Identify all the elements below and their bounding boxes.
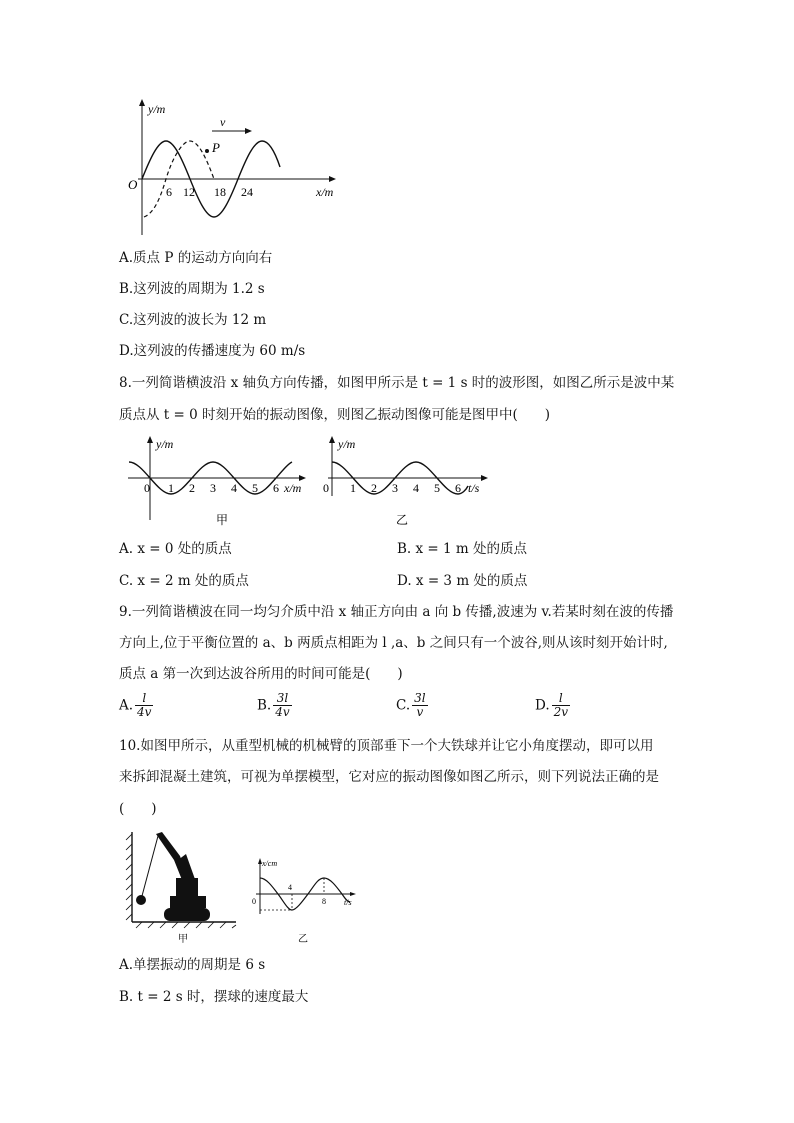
tick-4: 4	[288, 883, 292, 892]
pendulum-rope	[142, 836, 158, 896]
x-axis-arrow	[481, 475, 488, 481]
q10-stem-line1: 10.如图甲所示，从重型机械的机械臂的顶部垂下一个大铁球并让它小角度摆动，即可以用	[119, 738, 654, 754]
tick-4: 4	[413, 481, 419, 495]
denominator: 4v	[275, 705, 290, 719]
fraction	[552, 692, 570, 719]
p-label: P	[212, 140, 220, 155]
yi-caption: 乙	[298, 934, 308, 945]
q8-option-c: C. x = 2 m 处的质点	[119, 573, 249, 589]
q9-option-b	[257, 692, 292, 719]
numerator: l	[552, 692, 570, 706]
q10-figure-yi	[248, 856, 368, 946]
q9-stem-line3: 质点 a 第一次到达波谷所用的时间可能是( )	[119, 666, 403, 682]
q10-stem-line2: 来拆卸混凝土建筑，可视为单摆模型，它对应的振动图像如图乙所示，则下列说法正确的是	[119, 769, 659, 785]
y-axis-label: y/m	[338, 437, 356, 451]
q7-option-b: B.这列波的周期为 1.2 s	[119, 281, 265, 297]
q10-figure-jia	[122, 826, 242, 946]
q8-stem-line1: 8.一列简谐横波沿 x 轴负方向传播，如图甲所示是 t = 1 s 时的波形图，如图乙所示是波中某	[119, 375, 675, 391]
wrecking-ball	[136, 895, 146, 905]
option-label: D.	[535, 697, 550, 714]
q8-stem-line2: 质点从 t = 0 时刻开始的振动图像，则图乙振动图像可能是图甲中( )	[119, 407, 551, 423]
q7-option-a: A.质点 P 的运动方向向右	[119, 250, 273, 266]
wall-hatching	[126, 834, 132, 920]
option-label: C.	[396, 697, 411, 714]
tick-2: 2	[371, 481, 377, 495]
q10-option-b: B. t = 2 s 时，摆球的速度最大	[119, 989, 309, 1005]
y-axis-label: y/m	[156, 437, 174, 451]
fraction	[135, 692, 153, 719]
tick-6: 6	[273, 481, 279, 495]
q10-stem-line3: ( )	[119, 801, 157, 817]
tick-3: 3	[392, 481, 398, 495]
excavator-tracks	[164, 908, 210, 921]
wave-figure	[120, 95, 350, 245]
q9-option-c	[396, 692, 428, 719]
tick-6: 6	[166, 185, 172, 199]
tick-2: 2	[189, 481, 195, 495]
option-label: A.	[119, 697, 134, 714]
numerator: 3l	[273, 692, 291, 706]
q8-option-a: A. x = 0 处的质点	[119, 541, 232, 557]
numerator: 3l	[414, 691, 426, 705]
q8-figure-yi	[318, 434, 498, 529]
q9-stem-line1: 9.一列简谐横波在同一均匀介质中沿 x 轴正方向由 a 向 b 传播,波速为 v.若某时刻在波的传播	[119, 604, 674, 620]
fraction	[412, 692, 427, 719]
tick-5: 5	[252, 481, 258, 495]
denominator: 4v	[137, 705, 152, 719]
denominator: 2v	[553, 705, 569, 719]
tick-24: 24	[241, 185, 253, 199]
tick-0: 0	[252, 897, 256, 906]
y-axis-label: y/m	[148, 102, 166, 116]
tick-4: 4	[231, 481, 237, 495]
tick-1: 1	[350, 481, 356, 495]
y-axis-arrow	[329, 436, 335, 443]
velocity-arrowhead	[245, 128, 252, 134]
ground-hatching	[136, 922, 236, 928]
jia-caption: 甲	[216, 513, 229, 527]
y-axis-arrow	[139, 99, 145, 106]
x-axis-label: t/s	[468, 481, 480, 495]
q7-option-d: D.这列波的传播速度为 60 m/s	[119, 343, 306, 359]
x-axis-label: x/m	[316, 185, 334, 199]
x-axis-arrow	[350, 892, 356, 896]
origin-label: O	[128, 177, 138, 192]
q9-stem-line2: 方向上,位于平衡位置的 a、b 两质点相距为 l ,a、b 之间只有一个波谷,则从该时刻开始计时,	[119, 635, 668, 651]
point-p	[205, 149, 209, 153]
jia-caption: 甲	[178, 934, 188, 945]
y-axis-label: x/cm	[262, 859, 278, 868]
tick-1: 1	[168, 481, 174, 495]
tick-8: 8	[322, 897, 326, 906]
v-label: v	[220, 115, 226, 129]
x-axis-label: t/s	[344, 898, 352, 907]
y-axis-arrow	[147, 436, 153, 443]
fraction	[273, 692, 291, 719]
x-axis-arrow	[329, 176, 336, 182]
q9-option-a	[119, 692, 153, 719]
tick-6: 6	[455, 481, 461, 495]
yi-caption: 乙	[396, 513, 409, 527]
excavator-body	[170, 896, 206, 908]
tick-0: 0	[323, 481, 329, 495]
q8-option-b: B. x = 1 m 处的质点	[397, 541, 527, 557]
tick-5: 5	[434, 481, 440, 495]
q8-option-d: D. x = 3 m 处的质点	[397, 573, 528, 589]
q10-option-a: A.单摆振动的周期是 6 s	[119, 957, 266, 973]
x-axis-label: x/m	[284, 481, 302, 495]
option-label: B.	[257, 697, 272, 714]
q7-option-c: C.这列波的波长为 12 m	[119, 312, 267, 328]
q9-option-d	[535, 692, 570, 719]
tick-3: 3	[210, 481, 216, 495]
tick-18: 18	[214, 185, 226, 199]
denominator: v	[416, 705, 424, 719]
numerator: l	[135, 692, 153, 706]
tick-0: 0	[144, 481, 150, 495]
q8-figure-jia	[122, 434, 312, 529]
tick-12: 12	[183, 185, 195, 199]
